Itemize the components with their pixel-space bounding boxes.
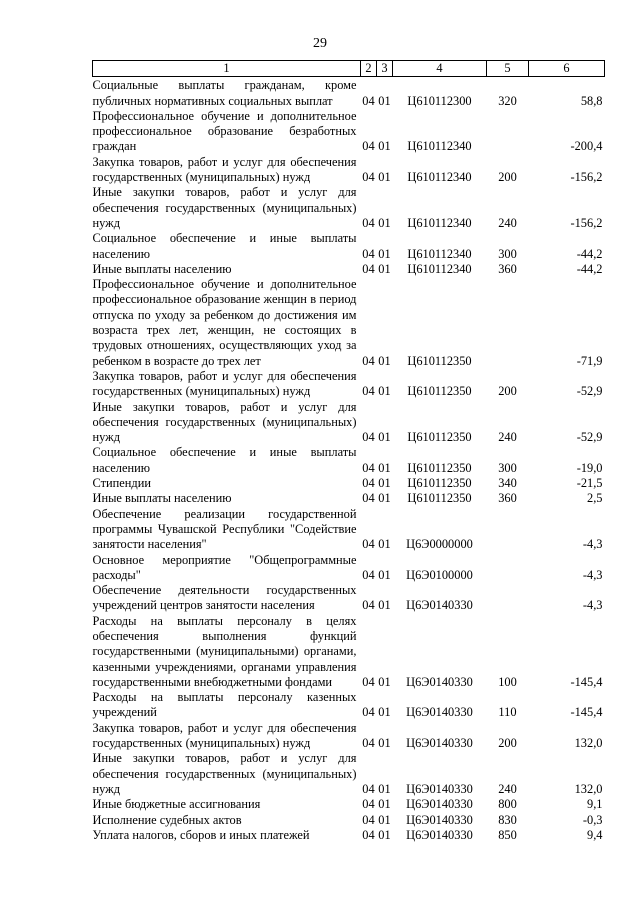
row-section: 04	[362, 246, 375, 261]
row-name: Расходы на выплаты персоналу в целях обеспечения выполнения функций государственными (муниципальными) органами, казенными учреждениями, органами управления государственными внебюджетными фондами	[92, 613, 357, 689]
row-name: Социальные выплаты гражданам, кроме публичных нормативных социальных выплат	[92, 78, 357, 108]
row-target-code: Ц6Э0100000	[406, 567, 473, 582]
row-name: Иные выплаты населению	[92, 261, 232, 276]
row-name: Стипендии	[92, 476, 151, 491]
row-target-code: Ц6Э0140330	[406, 705, 473, 720]
row-name: Закупка товаров, работ и услуг для обеспечения государственных (муниципальных) нужд	[92, 720, 357, 751]
budget-table	[92, 60, 605, 843]
row-section: 04	[362, 567, 375, 582]
row-target-code: Ц610112350	[407, 430, 472, 445]
row-expense-type: 340	[498, 476, 517, 491]
table-row	[93, 721, 605, 752]
row-target-code: Ц610112350	[407, 384, 472, 399]
row-amount: -52,9	[576, 384, 603, 399]
row-target-code: Ц6Э0140330	[406, 812, 473, 827]
table-row	[93, 690, 605, 721]
table-row	[93, 813, 605, 828]
row-subsection: 01	[378, 460, 391, 475]
row-amount: -19,0	[576, 460, 603, 475]
row-section: 04	[362, 491, 375, 506]
table-row	[93, 77, 605, 109]
row-subsection: 01	[378, 674, 391, 689]
row-expense-type	[487, 109, 529, 155]
row-subsection: 01	[378, 567, 391, 582]
row-amount: -156,2	[570, 215, 603, 230]
row-expense-type	[487, 583, 529, 614]
row-section: 04	[362, 430, 375, 445]
row-expense-type: 100	[498, 674, 517, 689]
row-target-code: Ц6Э0140330	[406, 736, 473, 751]
row-amount: -44,2	[576, 246, 603, 261]
row-section: 04	[362, 537, 375, 552]
table-row	[93, 262, 605, 277]
row-amount: -4,3	[582, 598, 603, 613]
row-section: 04	[362, 812, 375, 827]
row-subsection: 01	[378, 812, 391, 827]
row-target-code: Ц610112350	[407, 353, 472, 368]
row-expense-type	[487, 507, 529, 553]
table-row	[93, 751, 605, 797]
row-name: Профессиональное обучение и дополнительное профессиональное образование безработных граждан	[92, 108, 357, 154]
table-row	[93, 491, 605, 506]
row-amount: -44,2	[576, 261, 603, 276]
row-section: 04	[362, 705, 375, 720]
row-name: Социальное обеспечение и иные выплаты населению	[92, 445, 357, 475]
row-expense-type: 240	[498, 430, 517, 445]
row-section: 04	[362, 215, 375, 230]
row-subsection: 01	[378, 261, 391, 276]
table-header-row	[93, 61, 605, 77]
row-amount: 132,0	[574, 781, 603, 796]
row-target-code: Ц610112340	[407, 170, 472, 185]
row-expense-type: 110	[498, 705, 517, 720]
row-target-code: Ц610112350	[407, 476, 472, 491]
row-amount: -145,4	[570, 674, 603, 689]
row-subsection: 01	[378, 797, 391, 812]
column-header: 5	[487, 61, 529, 77]
row-target-code: Ц6Э0140330	[406, 827, 473, 842]
row-subsection: 01	[378, 781, 391, 796]
table-row	[93, 369, 605, 400]
row-expense-type: 200	[498, 170, 517, 185]
row-target-code: Ц610112340	[407, 139, 472, 154]
row-amount: 132,0	[574, 736, 603, 751]
column-header: 2	[361, 61, 377, 77]
row-name: Обеспечение деятельности государственных учреждений центров занятости населения	[92, 583, 357, 613]
row-subsection: 01	[378, 170, 391, 185]
row-section: 04	[362, 460, 375, 475]
row-expense-type: 360	[498, 261, 517, 276]
table-row	[93, 507, 605, 553]
row-target-code: Ц6Э0140330	[406, 797, 473, 812]
row-expense-type: 320	[498, 93, 517, 108]
row-amount: 9,4	[587, 827, 603, 842]
table-row	[93, 583, 605, 614]
row-expense-type	[487, 277, 529, 369]
row-subsection: 01	[378, 246, 391, 261]
row-name: Обеспечение реализации государственной программы Чувашской Республики "Содействие занятости населения"	[92, 506, 357, 552]
row-section: 04	[362, 93, 375, 108]
table-row	[93, 445, 605, 476]
row-subsection: 01	[378, 139, 391, 154]
row-section: 04	[362, 781, 375, 796]
table-row	[93, 109, 605, 155]
column-header: 6	[529, 61, 605, 77]
row-subsection: 01	[378, 598, 391, 613]
row-expense-type: 830	[498, 812, 517, 827]
row-expense-type: 200	[498, 736, 517, 751]
table-row	[93, 797, 605, 812]
row-expense-type: 300	[498, 460, 517, 475]
table-row	[93, 476, 605, 491]
row-section: 04	[362, 736, 375, 751]
row-name: Основное мероприятие "Общепрограммные расходы"	[92, 552, 357, 582]
row-name: Иные закупки товаров, работ и услуг для обеспечения государственных (муниципальных) нужд	[92, 185, 357, 230]
table-row	[93, 155, 605, 186]
row-target-code: Ц610112350	[407, 491, 472, 506]
row-name: Уплата налогов, сборов и иных платежей	[92, 827, 310, 842]
table-row	[93, 553, 605, 584]
table-row	[93, 828, 605, 843]
row-amount: -21,5	[576, 476, 603, 491]
row-amount: -52,9	[576, 430, 603, 445]
row-expense-type: 240	[498, 781, 517, 796]
table-row	[93, 185, 605, 231]
row-name: Иные бюджетные ассигнования	[92, 797, 261, 812]
row-section: 04	[362, 170, 375, 185]
table-row	[93, 277, 605, 369]
row-expense-type: 360	[498, 491, 517, 506]
row-subsection: 01	[378, 705, 391, 720]
row-subsection: 01	[378, 827, 391, 842]
row-expense-type: 850	[498, 827, 517, 842]
row-name: Профессиональное обучение и дополнительное профессиональное образование женщин в период отпуска по уходу за ребенком до достижения им возраста трех лет, женщин, не состоящих в трудовых отношениях, осуществляющих уход за ребенком в возрасте до трех лет	[92, 277, 357, 368]
row-section: 04	[362, 139, 375, 154]
row-expense-type	[487, 553, 529, 584]
row-name: Закупка товаров, работ и услуг для обеспечения государственных (муниципальных) нужд	[92, 368, 357, 399]
row-name: Расходы на выплаты персоналу казенных учреждений	[92, 690, 357, 720]
row-target-code: Ц610112350	[407, 460, 472, 475]
row-name: Закупка товаров, работ и услуг для обеспечения государственных (муниципальных) нужд	[92, 154, 357, 185]
row-amount: -200,4	[570, 139, 603, 154]
column-header: 4	[393, 61, 487, 77]
row-subsection: 01	[378, 491, 391, 506]
row-target-code: Ц6Э0140330	[406, 598, 473, 613]
row-target-code: Ц6Э0000000	[406, 537, 473, 552]
row-subsection: 01	[378, 93, 391, 108]
row-section: 04	[362, 384, 375, 399]
row-expense-type: 200	[498, 384, 517, 399]
row-amount: -4,3	[582, 567, 603, 582]
row-name: Иные выплаты населению	[92, 491, 232, 506]
row-section: 04	[362, 476, 375, 491]
row-expense-type: 300	[498, 246, 517, 261]
row-target-code: Ц6Э0140330	[406, 781, 473, 796]
row-subsection: 01	[378, 537, 391, 552]
row-amount: -156,2	[570, 170, 603, 185]
row-section: 04	[362, 598, 375, 613]
row-subsection: 01	[378, 476, 391, 491]
row-section: 04	[362, 353, 375, 368]
column-header: 1	[93, 61, 361, 77]
row-section: 04	[362, 674, 375, 689]
row-subsection: 01	[378, 384, 391, 399]
row-target-code: Ц610112340	[407, 261, 472, 276]
row-expense-type: 240	[498, 215, 517, 230]
table-row	[93, 231, 605, 262]
row-target-code: Ц6Э0140330	[406, 674, 473, 689]
row-name: Социальное обеспечение и иные выплаты населению	[92, 231, 357, 261]
column-header: 3	[377, 61, 393, 77]
row-amount: 2,5	[587, 491, 603, 506]
row-expense-type: 800	[498, 797, 517, 812]
row-amount: -0,3	[582, 812, 603, 827]
page-number: 29	[313, 36, 327, 51]
row-target-code: Ц610112340	[407, 246, 472, 261]
row-name: Иные закупки товаров, работ и услуг для обеспечения государственных (муниципальных) нужд	[92, 751, 357, 796]
row-name: Исполнение судебных актов	[92, 812, 242, 827]
row-section: 04	[362, 797, 375, 812]
row-section: 04	[362, 261, 375, 276]
row-name: Иные закупки товаров, работ и услуг для обеспечения государственных (муниципальных) нужд	[92, 399, 357, 445]
row-amount: -145,4	[570, 705, 603, 720]
row-target-code: Ц610112340	[407, 215, 472, 230]
row-amount: 58,8	[580, 93, 603, 108]
row-subsection: 01	[378, 430, 391, 445]
row-target-code: Ц610112300	[407, 93, 472, 108]
table-row	[93, 614, 605, 690]
table-row	[93, 400, 605, 446]
row-subsection: 01	[378, 736, 391, 751]
row-section: 04	[362, 827, 375, 842]
row-amount: -4,3	[582, 537, 603, 552]
row-subsection: 01	[378, 215, 391, 230]
row-amount: -71,9	[576, 353, 603, 368]
row-amount: 9,1	[587, 797, 603, 812]
row-subsection: 01	[378, 353, 391, 368]
